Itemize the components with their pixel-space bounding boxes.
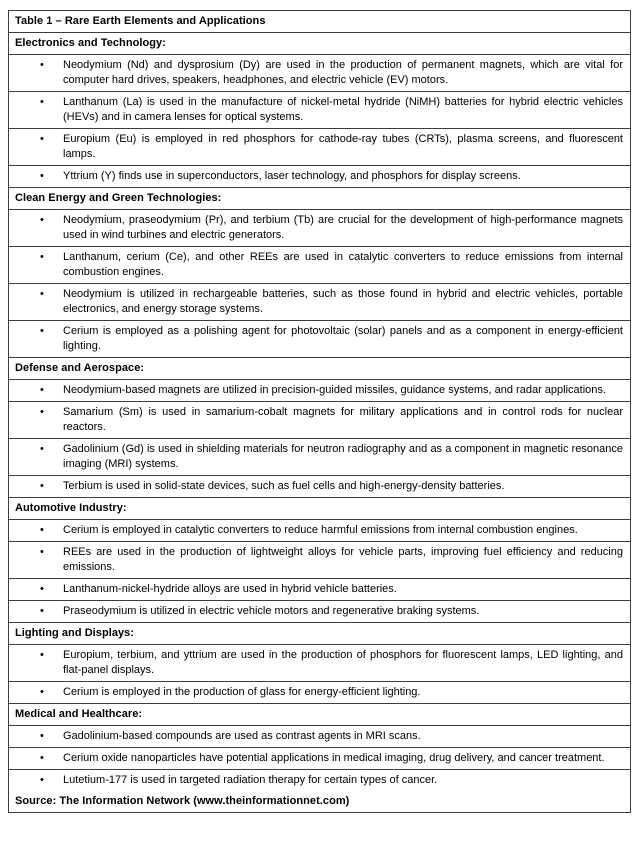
bullet-icon: •: [40, 59, 44, 71]
bullet-icon: •: [40, 649, 44, 661]
table-title: Table 1 – Rare Earth Elements and Applications: [9, 11, 630, 33]
bullet-item-text: Cerium is employed in catalytic converters to reduce harmful emissions from internal combustion engines.: [63, 524, 578, 536]
bullet-item-text: Cerium is employed in the production of glass for energy-efficient lighting.: [63, 686, 421, 698]
table-source: Source: The Information Network (www.theinformationnet.com): [15, 795, 350, 807]
section-header: Defense and Aerospace:: [9, 358, 630, 380]
bullet-item-text: Neodymium (Nd) and dysprosium (Dy) are used in the production of permanent magnets, which are vital for computer hard drives, speakers, headphones, and electric vehicle (EV) motors.: [63, 59, 623, 86]
bullet-icon: •: [40, 325, 44, 337]
bullet-icon: •: [40, 774, 44, 786]
table-row: [9, 579, 630, 601]
bullet-item-text: Cerium oxide nanoparticles have potential applications in medical imaging, drug delivery, and cancer treatment.: [63, 752, 605, 764]
bullet-item-text: REEs are used in the production of lightweight alloys for vehicle parts, improving fuel efficiency and reducing emissions.: [63, 546, 623, 573]
table-row: [9, 439, 630, 476]
bullet-icon: •: [40, 96, 44, 108]
table-row: [9, 748, 630, 770]
table-row: [9, 520, 630, 542]
table-row: [9, 645, 630, 682]
bullet-item-text: Lanthanum (La) is used in the manufacture of nickel-metal hydride (NiMH) batteries for hybrid electric vehicles (HEVs) and in camera lenses for optical systems.: [63, 96, 623, 123]
bullet-icon: •: [40, 546, 44, 558]
table-row: [9, 380, 630, 402]
bullet-item-text: Lutetium-177 is used in targeted radiation therapy for certain types of cancer.: [63, 774, 438, 786]
bullet-item-text: Terbium is used in solid-state devices, such as fuel cells and high-energy-density batteries.: [63, 480, 505, 492]
section-header: Electronics and Technology:: [9, 33, 630, 55]
section-header: Medical and Healthcare:: [9, 704, 630, 726]
bullet-item-text: Gadolinium (Gd) is used in shielding materials for neutron radiography and as a component in magnetic resonance imaging (MRI) systems.: [63, 443, 623, 470]
bullet-icon: •: [40, 524, 44, 536]
bullet-item-text: Lanthanum-nickel-hydride alloys are used in hybrid vehicle batteries.: [63, 583, 397, 595]
bullet-item-text: Lanthanum, cerium (Ce), and other REEs are used in catalytic converters to reduce emissions from internal combustion engines.: [63, 251, 623, 278]
bullet-item-text: Praseodymium is utilized in electric vehicle motors and regenerative braking systems.: [63, 605, 480, 617]
bullet-icon: •: [40, 443, 44, 455]
section-header: Clean Energy and Green Technologies:: [9, 188, 630, 210]
bullet-icon: •: [40, 288, 44, 300]
bullet-icon: •: [40, 384, 44, 396]
bullet-item-text: Cerium is employed as a polishing agent for photovoltaic (solar) panels and as a component in energy-efficient lighting.: [63, 325, 623, 352]
bullet-icon: •: [40, 605, 44, 617]
table-row: [9, 210, 630, 247]
bullet-icon: •: [40, 406, 44, 418]
bullet-item-text: Europium, terbium, and yttrium are used in the production of phosphors for fluorescent lamps, LED lighting, and flat-panel displays.: [63, 649, 623, 676]
bullet-item-text: Gadolinium-based compounds are used as contrast agents in MRI scans.: [63, 730, 421, 742]
section-header: Lighting and Displays:: [9, 623, 630, 645]
bullet-icon: •: [40, 480, 44, 492]
table-row: [9, 55, 630, 92]
bullet-item-text: Europium (Eu) is employed in red phosphors for cathode-ray tubes (CRTs), plasma screens, and fluorescent lamps.: [63, 133, 623, 160]
table-row: [9, 726, 630, 748]
bullet-icon: •: [40, 583, 44, 595]
table-row: [9, 321, 630, 358]
bullet-icon: •: [40, 133, 44, 145]
table-row: [9, 402, 630, 439]
bullet-item-text: Neodymium is utilized in rechargeable batteries, such as those found in hybrid and electric vehicles, portable electronics, and energy storage systems.: [63, 288, 623, 315]
bullet-icon: •: [40, 730, 44, 742]
table-row: [9, 601, 630, 623]
table-sections: [9, 33, 630, 791]
table-row: [9, 166, 630, 188]
ree-table: [8, 10, 631, 813]
bullet-item-text: Neodymium-based magnets are utilized in precision-guided missiles, guidance systems, and radar applications.: [63, 384, 606, 396]
table-row: [9, 542, 630, 579]
bullet-icon: •: [40, 170, 44, 182]
table-row: [9, 476, 630, 498]
bullet-icon: •: [40, 752, 44, 764]
bullet-item-text: Neodymium, praseodymium (Pr), and terbium (Tb) are crucial for the development of high-performance magnets used in wind turbines and electric generators.: [63, 214, 623, 241]
table-row: [9, 284, 630, 321]
table-row: [9, 129, 630, 166]
table-row: [9, 682, 630, 704]
bullet-item-text: Samarium (Sm) is used in samarium-cobalt magnets for military applications and in control rods for nuclear reactors.: [63, 406, 623, 433]
table-row: [9, 92, 630, 129]
section-header: Automotive Industry:: [9, 498, 630, 520]
bullet-icon: •: [40, 251, 44, 263]
table-row: [9, 247, 630, 284]
bullet-icon: •: [40, 214, 44, 226]
bullet-item-text: Yttrium (Y) finds use in superconductors, laser technology, and phosphors for display screens.: [63, 170, 521, 182]
table-row: [9, 770, 630, 791]
bullet-icon: •: [40, 686, 44, 698]
